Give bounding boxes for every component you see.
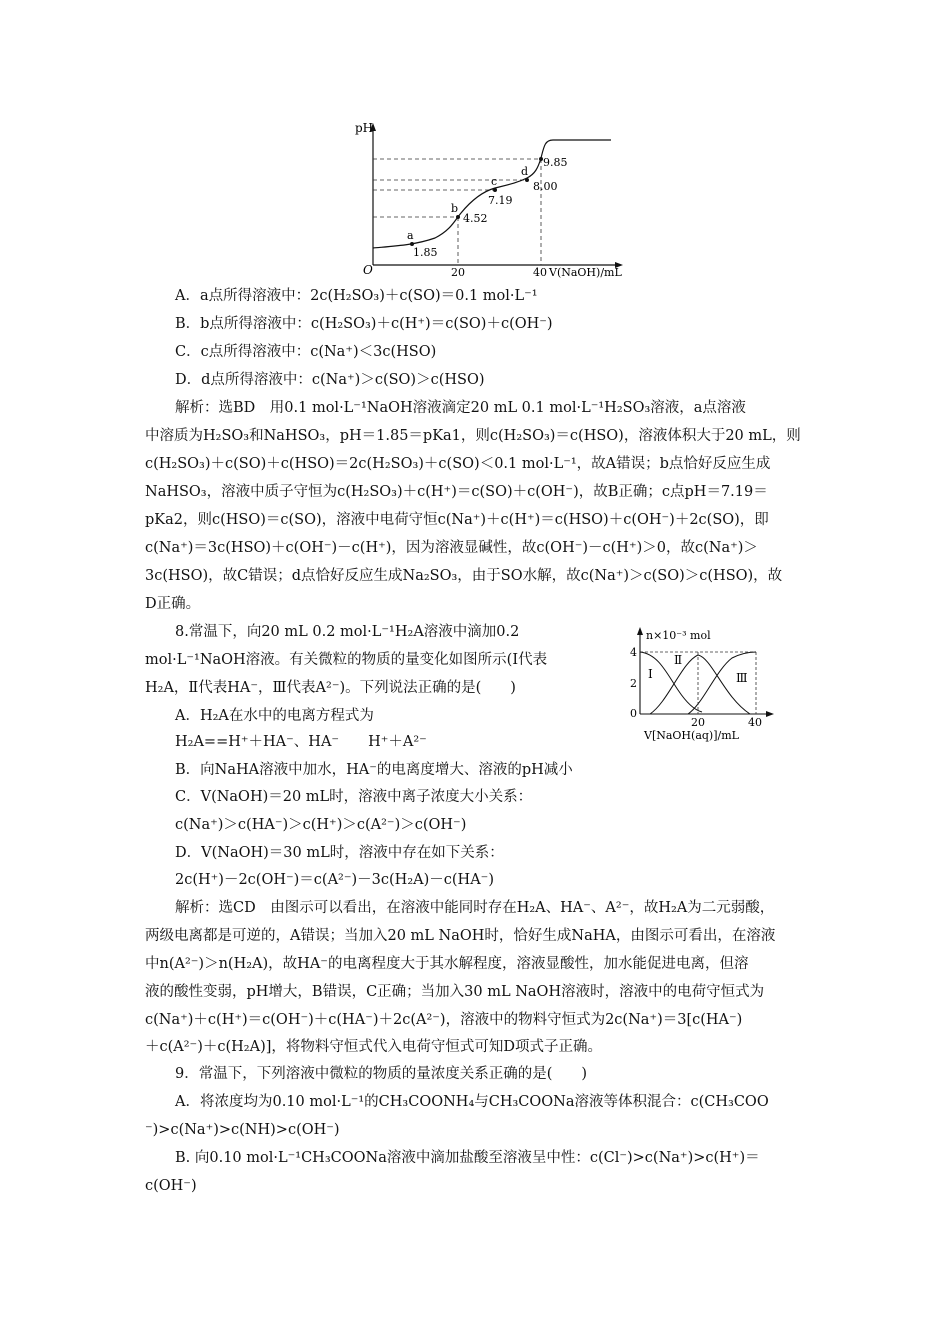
point-b-marker [456,215,460,219]
label-i: Ⅰ [648,667,653,681]
curve-ha [650,655,750,714]
point-b-value: 4.52 [463,212,488,225]
x-tick-20: 20 [691,716,705,729]
q7-analysis-line: c(Na⁺)＝3c(HSO)＋c(OH⁻)－c(H⁺)，因为溶液显碱性，故c(OH⁻)－c(H⁺)＞0，故c(Na⁺)＞ [145,540,758,556]
q8-option-c-relation: c(Na⁺)＞c(HA⁻)＞c(H⁺)＞c(A²⁻)＞c(OH⁻) [175,817,467,833]
q7-option-c: C．c点所得溶液中：c(Na⁺)＜3c(HSO) [175,344,437,360]
x-tick-20: 20 [451,266,465,278]
q8-option-b: B．向NaHA溶液中加水，HA⁻的电离度增大、溶液的pH减小 [175,762,573,778]
q8-analysis-line: 解析：选CD 由图示可以看出，在溶液中能同时存在H₂A、HA⁻、A²⁻，故H₂A为二元弱酸， [175,900,775,916]
label-iii: Ⅲ [736,671,748,685]
q8-stem-line: 8.常温下，向20 mL 0.2 mol·L⁻¹H₂A溶液中滴加0.2 [175,624,520,640]
q8-option-a: A．H₂A在水中的电离方程式为 [175,708,374,724]
titration-chart [355,118,645,278]
q8-analysis-line: ＋c(A²⁻)＋c(H₂A)]，将物料守恒式代入电荷守恒式可知D项式子正确。 [145,1039,603,1055]
q8-option-d-relation: 2c(H⁺)－2c(OH⁻)＝c(A²⁻)－3c(H₂A)－c(HA⁻) [175,872,494,888]
point-c-label: c [491,175,498,188]
q8-stem-line: H₂A，Ⅱ代表HA⁻，Ⅲ代表A²⁻)。下列说法正确的是( ) [145,680,516,696]
label-ii: Ⅱ [674,653,683,667]
q7-analysis-line: D正确。 [145,596,201,612]
point-c-marker [493,188,497,192]
point-a-label: a [407,229,414,242]
y-tick-4: 4 [630,646,637,659]
q9-option-b-cont: c(OH⁻) [145,1178,197,1194]
q8-analysis-line: 两级电离都是可逆的，A错误；当加入20 mL NaOH时，恰好生成NaHA，由图示可看出，在溶液 [145,928,776,944]
q8-stem-line: mol·L⁻¹NaOH溶液。有关微粒的物质的量变化如图所示(Ⅰ代表 [145,652,548,668]
point-b-label: b [451,202,459,215]
x-axis-label: V[NaOH(aq)]/mL [644,729,739,742]
point-c-value: 7.19 [488,194,513,207]
q8-option-a-equation: H₂A==H⁺＋HA⁻、HA⁻ H⁺＋A²⁻ [175,734,427,750]
q8-option-d: D．V(NaOH)＝30 mL时，溶液中存在如下关系： [175,845,504,861]
q7-analysis-line: 3c(HSO)，故C错误；d点恰好反应生成Na₂SO₃，由于SO水解，故c(Na⁺)＞c(SO)＞c(HSO)，故 [145,568,783,584]
q7-analysis-line: c(H₂SO₃)＋c(SO)＋c(HSO)＝2c(H₂SO₃)＋c(SO)＜0.1 mol·L⁻¹，故A错误；b点恰好反应生成 [145,456,771,472]
q9-option-a: A．将浓度均为0.10 mol·L⁻¹的CH₃COONH₄与CH₃COONa溶液等体积混合：c(CH₃COO [175,1094,769,1110]
q7-analysis-line: NaHSO₃，溶液中质子守恒为c(H₂SO₃)＋c(H⁺)＝c(SO)＋c(OH⁻)，故B正确；c点pH＝7.19＝ [145,484,768,500]
q9-stem: 9．常温下，下列溶液中微粒的物质的量浓度关系正确的是( ) [175,1066,588,1082]
q9-option-a-cont: ⁻)>c(Na⁺)>c(NH)>c(OH⁻) [145,1122,340,1138]
q7-option-b: B．b点所得溶液中：c(H₂SO₃)＋c(H⁺)＝c(SO)＋c(OH⁻) [175,316,553,332]
x-tick-40: 40 [748,716,762,729]
q8-analysis-line: 液的酸性变弱，pH增大，B错误，C正确；当加入30 mL NaOH溶液时，溶液中的电荷守恒式为 [145,984,765,1000]
q8-analysis-line: c(Na⁺)＋c(H⁺)＝c(OH⁻)＋c(HA⁻)＋2c(A²⁻)，溶液中的物料守恒式为2c(Na⁺)＝3[c(HA⁻) [145,1012,743,1028]
y-axis-label: pH [355,121,374,135]
y-tick-0: 0 [630,707,637,720]
y-tick-2: 2 [630,677,637,690]
point-a-value: 1.85 [413,246,438,259]
q7-analysis-line: pKa2，则c(HSO)＝c(SO)，溶液中电荷守恒c(Na⁺)＋c(H⁺)＝c(HSO)＋c(OH⁻)＋2c(SO)，即 [145,512,769,528]
q7-option-a: A．a点所得溶液中：2c(H₂SO₃)＋c(SO)＝0.1 mol·L⁻¹ [175,288,538,304]
x-axis-label: V(NaOH)/mL [549,266,622,278]
origin-label: O [363,263,373,277]
q8-option-c: C．V(NaOH)＝20 mL时，溶液中离子浓度大小关系： [175,789,533,805]
q9-option-b: B. 向0.10 mol·L⁻¹CH₃COONa溶液中滴加盐酸至溶液呈中性：c(Cl⁻)>c(Na⁺)>c(H⁺)＝ [175,1150,760,1166]
x-tick-40: 40 [533,266,547,278]
curve-h2a [640,652,702,712]
q8-analysis-line: 中n(A²⁻)＞n(H₂A)，故HA⁻的电离程度大于其水解程度，溶液显酸性，加水能促进电离，但溶 [145,956,749,972]
point-d-marker [525,178,529,182]
q7-option-d: D．d点所得溶液中：c(Na⁺)＞c(SO)＞c(HSO) [175,372,485,388]
point-e-value: 9.85 [543,156,568,169]
y-axis-label: n×10⁻³ mol [646,629,711,642]
q7-analysis-line: 解析：选BD 用0.1 mol·L⁻¹NaOH溶液滴定20 mL 0.1 mol·L⁻¹H₂SO₃溶液，a点溶液 [175,400,746,416]
species-chart [628,622,798,747]
point-d-label: d [521,165,529,178]
point-d-value: 8.00 [533,180,558,193]
q7-analysis-line: 中溶质为H₂SO₃和NaHSO₃，pH＝1.85＝pKa1，则c(H₂SO₃)＝c(HSO)，溶液体积大于20 mL，则 [145,428,801,444]
